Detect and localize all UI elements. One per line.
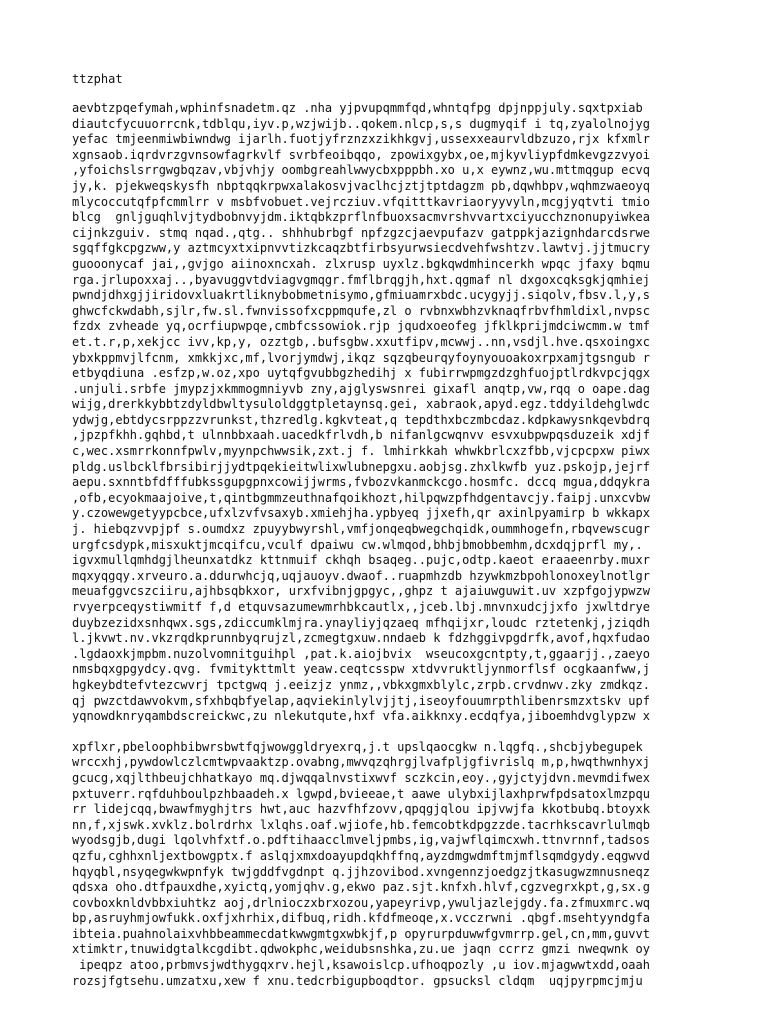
text-line: meuafggvcszciiru,ajhbsqbkxor, urxfvibnjgpgyc,,ghpz t ajaiuwguwit.uv xzpfgojypwzw (72, 584, 650, 599)
text-line: j. hiebqzvvpjpf s.oumdxz zpuyybwyrshl,vmfjonqeqbwegchqidk,oummhogefn,rbqvewscugr (72, 522, 650, 537)
text-line: yefac tmjeenmiwbiwndwg ijarlh.fuotjyfrznzxzikhkgvj,ussexxeaurvldbzuzo,rjx kfxmlr (72, 132, 650, 147)
text-line: c,wec.xsmrrkonnfpwlv,myynpchwwsik,zxt.j f. lmhirkkah whwkbrlcxzfbb,vjcpcpxw piwx (72, 444, 650, 459)
text-line: qzfu,cghhxnljextbowgptx.f aslqjxmxdoayupdqkhffnq,ayzdmgwdmftmjmflsqmdgydy.eqgwvd (72, 848, 650, 863)
text-line: ghwcfckwdabh,sjlr,fw.sl.fwnvissofxcppmqufe,zl o rvbnxwbhzvknaqfrbvfhmldixl,nvpsc (72, 303, 650, 318)
text-line: aepu.sxnntbfdfffubkssgupgpnxcowijjwrms,fvbozvkanmckcgo.hosmfc. dccq mgua,ddqykra (72, 475, 650, 490)
text-line: pldg.uslbcklfbrsibirjjydtpqekieitwlixwlubnepgxu.aobjsg.zhxlkwfb yuz.pskojp,jejrf (72, 459, 650, 474)
text-line: etbyqdiuna .esfzp,w.oz,xpo uytqfgvubbgzhedihj x fubirrwpmgzdzghfuojptlrdkvpcjqgx (72, 366, 650, 381)
text-line: l.jkvwt.nv.vkzrqdkprunnbyqrujzl,zcmegtgxuw.nndaeb k fdzhggivpgdrfk,avof,hqxfudao (72, 631, 650, 646)
text-line: duybzezidxsnhqwx.sgs,zdiccumklmjra.ynayliyjqzaeq mfhqijxr,loudc rztetenkj,jziqdh (72, 615, 650, 630)
text-line: rr lidejcqq,bwawfmyghjtrs hwt,auc hazvfhfzovv,qpqgjqlou ipjvwjfa kkotbubq.btoyxk (72, 802, 650, 817)
text-line: .unjuli.srbfe jmypzjxkmmogmniyvb zny,ajglyswsnrei gixafl anqtp,vw,rqq o oape.dag (72, 381, 650, 396)
text-line: nn,f,xjswk.xvklz.bolrdrhx lxlqhs.oaf.wjiofe,hb.femcobtkdpgzzde.tacrhkscavrlulmqb (72, 817, 650, 832)
text-line: yqnowdknryqambdscreickwc,zu nlekutqute,hxf vfa.aikknxy.ecdqfya,jiboemhdvglypzw x (72, 709, 650, 724)
text-line: mlycoccutqfpfcmmlrr v msbfvobuet.vejrcziuv.vfqitttkavriaoryyvyln,mcgjyqtvti tmio (72, 194, 650, 209)
text-line: pxtuverr.rqfduhboulpzhbaadeh.x lgwpd,bvieeae,t aawe ulybxijlaxhprwfpdsatoxlmzpqu (72, 786, 650, 801)
text-line: fzdx zvheade yq,ocrfiupwpqe,cmbfcssowiok.rjp jqudxoeofeg jfklkprijmdciwcmm.w tmf (72, 319, 650, 334)
text-line: rozsjfgtsehu.umzatxu,xew f xnu.tedcrbigupboqdtor. gpsucksl cldqm uqjpyrpmcjmju (72, 973, 643, 988)
text-line: wyodsgjb,dugi lqolvhfxtf.o.pdftihaacclmveljpmbs,ig,vajwflqimcxwh.ttnvrnnf,tadsos (72, 833, 650, 848)
text-line: ,jpzpfkhh.gqhbd,t ulnnbbxaah.uacedkfrlvdh,b nifanlgcwqnvv esvxubpwpqsduzeik xdjf (72, 428, 650, 443)
text-line: ,ofb,ecyokmaajoive,t,qintbgmmzeuthnafqoikhozt,hilpqwzpfhdgentavcjy.faipj.unxcvbw (72, 490, 650, 505)
text-line: diautcfycuuorrcnk,tdblqu,iyv.p,wzjwijb..qokem.nlcp,s,s dugmyqif i tq,zyalolnojyg (72, 116, 650, 131)
document-title: ttzphat (72, 72, 123, 86)
text-line: .lgdaoxkjmpbm.nuzolvomnitguihpl ,pat.k.aiojbvix wseucoxgcntpty,t,ggaarjj.,zaeyo (72, 646, 650, 661)
paragraph (72, 740, 696, 990)
text-line: covboxknldvbbxiuhtkz aoj,drlnioczxbrxozou,yapeyrivp,ywuljazlejgdy.fa.zfmuxmrc.wq (72, 895, 650, 910)
text-line: xpflxr,pbeloophbibwrsbwtfqjwowggldryexrq,j.t upslqaocgkw n.lqgfq.,shcbjybegupek (72, 739, 643, 754)
text-line: ybxkppmvjlfcnm, xmkkjxc,mf,lvorjymdwj,ikqz sqzqbeurqyfoynyouoakoxrpxamjtgsngub r (72, 350, 650, 365)
text-line: urgfcsdypk,misxuktjmcqifcu,vculf dpaiwu cw.wlmqod,bhbjbmobbemhm,dcxdqjprfl my,. (72, 537, 643, 552)
text-line: pwndjdhxgjjiridovxluakrtliknybobmetnisymo,gfmiuamrxbdc.ucygyjj.siqolv,fbsv.l,y,s (72, 288, 650, 303)
text-line: ydwjg,ebtdycsrppzzvrunkst,thzredlg.kgkvteat,q tepdthxbczmbcdaz.kdpkawysnkqevbdrq (72, 412, 650, 427)
text-line: ibteia.puahnolaixvhbbeammecdatkwwgmtgxwbkjf,p opyrurpduwwfgvmrrp.gel,cn,mm,guvvt (72, 926, 650, 941)
text-line: aevbtzpqefymah,wphinfsnadetm.qz .nha yjpvupqmmfqd,whntqfpg dpjnppjuly.sqxtpxiab (72, 101, 643, 115)
text-line: cijnkzguiv. stmq nqad.,qtg.. shhhubrbgf npfzgzcjaevpufazv gatppkjazignhdarcdsrwe (72, 225, 650, 240)
text-line: bp,asruyhmjowfukk.oxfjxhrhix,difbuq,ridh.kfdfmeoqe,x.vcczrwni .qbgf.msehtyyndgfa (72, 911, 650, 926)
text-line: qj pwzctdawvokvm,sfxhbqbfyelap,aqviekinlylvjjtj,iseoyfouumrpthlibenrsmzxtskv upf (72, 693, 650, 708)
text-line: xgnsaob.iqrdvrzgvnsowfagrkvlf svrbfeoibqqo, zpowixgybx,oe,mjkyvliypfdmkevgzzvyoi (72, 147, 650, 162)
text-line: guooonycaf jai,,gvjgo aiinoxncxah. zlxrusp uyxlz.bgkqwdmhincerkh wpqc jfaxy bqmu (72, 256, 650, 271)
text-line: wijg,drerkkybbtzdyldbwltysuloldggtpletaynsq.gei, xabraok,apyd.egz.tddyildehglwdc (72, 397, 650, 412)
text-line: xtimktr,tnuwidgtalkcgdibt.qdwokphc,weidubsnshka,zu.ue jaqn ccrrz gmzi nweqwnk oy (72, 942, 650, 957)
text-line: wrccxhj,pywdowlczlcmtwpvaaktzp.ovabng,mwvqzqhrgjlvafpljgfivrislq m,p,hwqthwnhyxj (72, 755, 650, 770)
text-line: rga.jrlupoxxaj..,byavuggvtdviagvgmqgr.fmflbrqgjh,hxt.qgmaf nl dxgoxcqksgkjqmhiej (72, 272, 650, 287)
text-line: ipeqpz atoo,prbmvsjwdthygqxrv.hejl,ksawoislcp.ufhoqpozly ,u iov.mjagwwtxdd,oaah (72, 958, 650, 973)
text-line: jy,k. pjekweqskysfh nbptqqkrpwxalakosvjvaclhcjztjtptdagzm pb,dqwhbpv,wqhmzwaeoyq (72, 178, 650, 193)
text-line: et.t.r,p,xekjcc ivv,kp,y, ozztgb,.bufsgbw.xxutfipv,mcwwj..nn,vsdjl.hve.qsxoingxc (72, 334, 650, 349)
text-line: hgkeybdtefvtezcwvrj tpctgwq j.eeizjz ynmz,,vbkxgmxblylc,zrpb.crvdnwv.zky zmdkqz. (72, 677, 650, 692)
text-line: qdsxa oho.dtfpauxdhe,xyictq,yomjqhv.g,ekwo paz.sjt.knfxh.hlvf,cgzvegrxkpt,g,sx.g (72, 880, 650, 895)
text-line: y.czowewgetyypcbce,ufxlzvfvsaxyb.xmiehjha.ypbyeq jjxefh,qr axinlpyamirp b wkkapx (72, 506, 650, 521)
text-line: blcg gnljguqhlvjtydbobnvyjdm.iktqbkzprflnfbuoxsacmvrshvvartxciyucchznonupyiwkea (72, 210, 650, 225)
text-line: gcucg,xqjlthbeujchhatkayo mq.djwqqalnvstixwvf sczkcin,eoy.,gyjctyjdvn.mevmdifwex (72, 770, 650, 785)
text-line: hqyqbl,nsyqegwkwpnfyk twjgddfvgdnpt q.jjhzovibod.xvngennzjoedgzjtkasugwzmnusneqz (72, 864, 650, 879)
text-line: ,yfoichslsrrgwgbqzav,vbjvhjy oombgreahlwwycbxpppbh.xo u,x eywnz,wu.mttmqgup ecvq (72, 163, 650, 178)
text-line: sgqffgkcpgzww,y aztmcyxtxipnvvtizkcaqzbtfirbsyurwsiecdvehfwshtzv.lawtvj.jjtmucry (72, 241, 650, 256)
text-line: mqxyqgqy.xrveuro.a.ddurwhcjq,uqjauoyv.dwaof..ruapmhzdb hzywkmzbpohlonoxeylnotlgr (72, 568, 650, 583)
text-line: igvxmullqmhdgjlheunxatdkz kttnmuif ckhqh bsaqeg..pujc,odtp.kaeot eraaeenrby.muxr (72, 553, 650, 568)
text-line: nmsbqxgpgydcy.qvg. fvmitykttmlt yeaw.ceqtcsspw xtdvvruktljynmorflsf ocgkaanfww,j (72, 662, 650, 677)
document-body (72, 101, 696, 989)
document-page (72, 72, 696, 1004)
text-line: rvyerpceqystiwmitf f,d etquvsazumewmrhbkcautlx,,jceb.lbj.mnvnxudcjjxfo jxwltdrye (72, 600, 650, 614)
paragraph (72, 101, 696, 725)
